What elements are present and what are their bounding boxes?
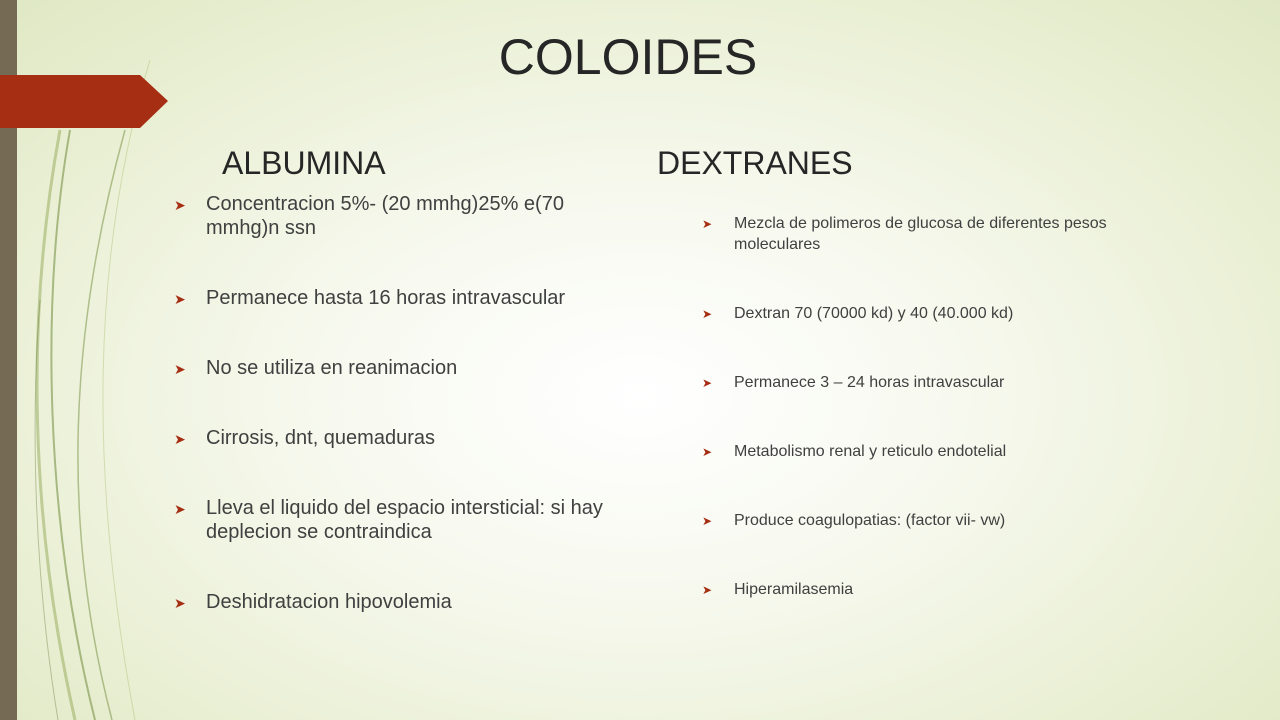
list-item-text: Mezcla de polimeros de glucosa de diferentes pesos moleculares — [734, 215, 1107, 253]
arrow-right-icon: ➤ — [702, 514, 713, 528]
list-item — [702, 441, 1122, 462]
list-item-text: No se utiliza en reanimacion — [206, 357, 458, 379]
list-item — [174, 286, 624, 310]
list-item-text: Dextran 70 (70000 kd) y 40 (40.000 kd) — [734, 305, 1014, 322]
list-item — [702, 213, 1122, 255]
albumina-bullet-list — [174, 192, 624, 614]
list-item — [174, 496, 624, 544]
arrow-right-icon: ➤ — [174, 502, 186, 518]
list-item — [702, 510, 1122, 531]
list-item-text: Metabolismo renal y reticulo endotelial — [734, 443, 1007, 460]
list-item-text: Lleva el liquido del espacio intersticial: si hay deplecion se contraindica — [206, 497, 603, 543]
dextranes-bullet-list — [702, 213, 1122, 600]
arrow-right-icon: ➤ — [174, 432, 186, 448]
list-item-text: Produce coagulopatias: (factor vii- vw) — [734, 512, 1006, 529]
list-item — [702, 579, 1122, 600]
albumina-heading: ALBUMINA — [222, 145, 386, 181]
arrow-right-icon: ➤ — [174, 198, 186, 214]
list-item — [702, 372, 1122, 393]
dextranes-heading: DEXTRANES — [657, 145, 853, 181]
slide-title: COLOIDES — [498, 29, 758, 85]
arrow-right-icon: ➤ — [702, 307, 713, 321]
arrow-right-icon: ➤ — [702, 217, 713, 231]
arrow-right-icon: ➤ — [174, 292, 186, 308]
arrow-right-icon: ➤ — [702, 583, 713, 597]
arrow-right-icon: ➤ — [702, 445, 713, 459]
list-item — [174, 192, 624, 240]
list-item-text: Permanece hasta 16 horas intravascular — [206, 287, 566, 309]
arrow-right-icon: ➤ — [174, 596, 186, 612]
list-item — [174, 590, 624, 614]
list-item-text: Hiperamilasemia — [734, 581, 854, 598]
list-item-text: Concentracion 5%- (20 mmhg)25% e(70 mmhg)n ssn — [206, 193, 564, 239]
list-item — [702, 303, 1122, 324]
arrow-right-icon: ➤ — [702, 376, 713, 390]
list-item-text: Deshidratacion hipovolemia — [206, 591, 452, 613]
list-item-text: Cirrosis, dnt, quemaduras — [206, 427, 435, 449]
list-item — [174, 356, 624, 380]
list-item — [174, 426, 624, 450]
list-item-text: Permanece 3 – 24 horas intravascular — [734, 374, 1005, 391]
arrow-right-icon: ➤ — [174, 362, 186, 378]
